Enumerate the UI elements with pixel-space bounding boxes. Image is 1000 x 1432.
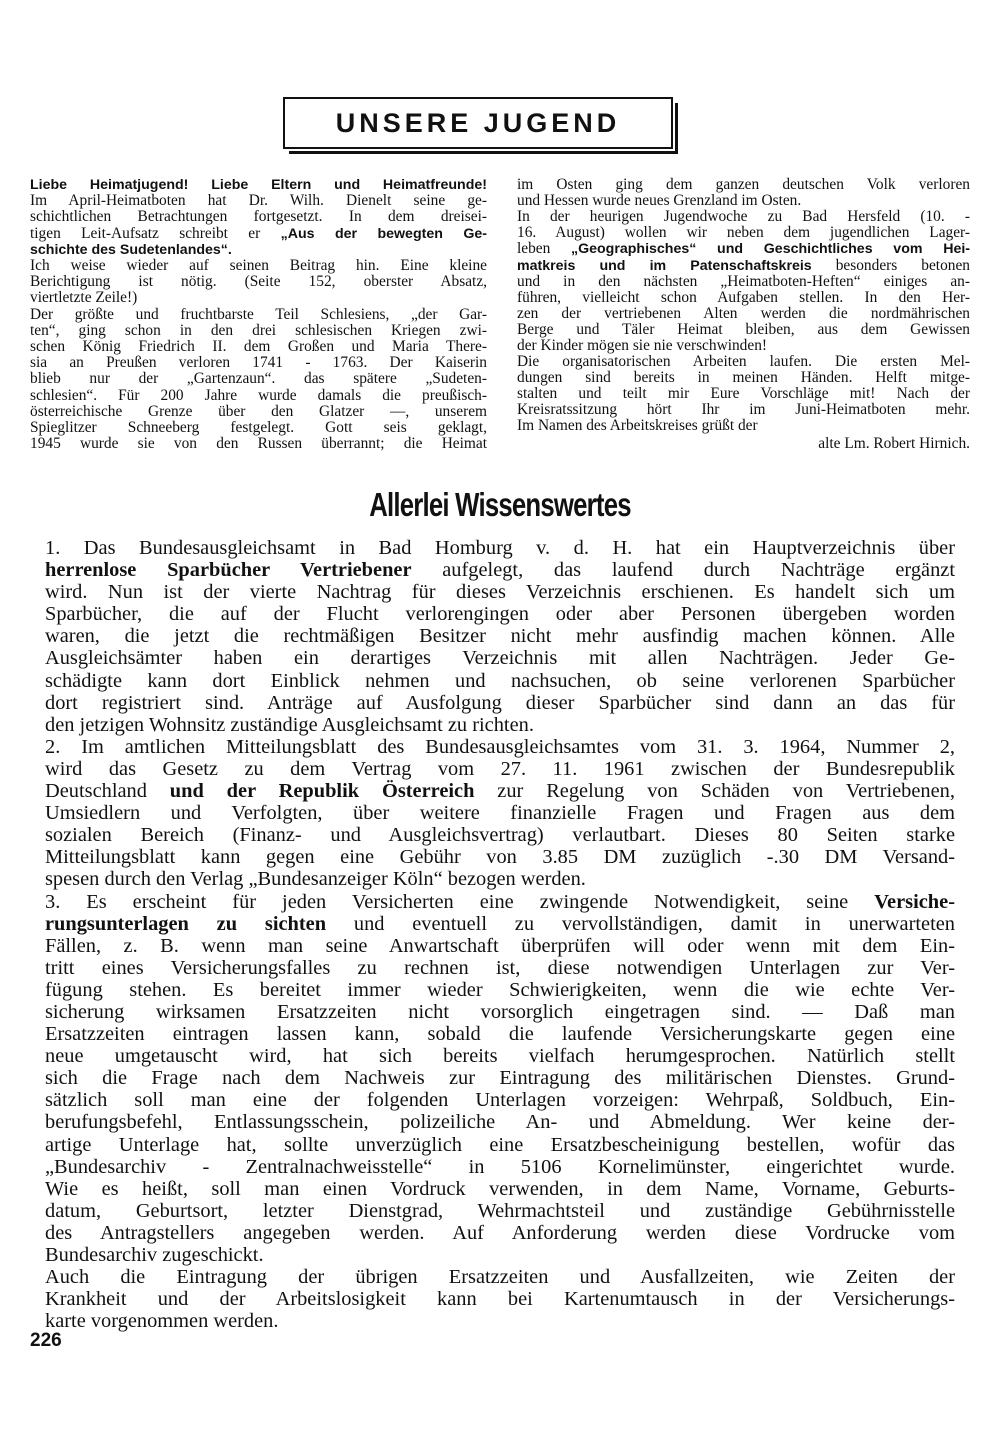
text-line [30, 242, 487, 258]
bold-text: schichte des Sudetenlandes“. [30, 241, 232, 258]
text-segment: Berge und Täler Heimat bleiben, aus dem Gewissen [517, 322, 970, 339]
text-line [45, 802, 955, 824]
text-line [517, 258, 970, 275]
text-line [517, 338, 970, 354]
bold-text: rungsunterlagen zu sichten [45, 912, 327, 935]
text-segment: sätzlich soll man eine der folgenden Unterlagen vorzeigen: Wehrpaß, Soldbuch, Ein- [45, 1089, 955, 1112]
text-line [517, 225, 970, 241]
text-segment: Ersatzzeiten eintragen lassen kann, sobald die laufende Versicherungskarte gegen eine [45, 1023, 955, 1046]
text-segment: ten“, ging schon in den drei schlesischen Kriegen zwi- [30, 322, 487, 339]
text-line [517, 370, 970, 386]
bold-text: „Aus der bewegten Ge- [280, 225, 487, 242]
text-segment: „Bundesarchiv - Zentralnachweisstelle“ in 5106 Kornelimünster, eingerichtet wurde. [45, 1155, 955, 1178]
text-line [517, 193, 970, 209]
text-segment: artige Unterlage hat, sollte unverzüglich eine Ersatzbescheinigung bestellen, wofür das [45, 1133, 955, 1156]
text-segment: Krankheit und der Arbeitslosigkeit kann bei Kartenumtausch in der Versicherungs- [45, 1288, 955, 1311]
text-segment: datum, Geburtsort, letzter Dienstgrad, Wehrmachtsteil und zuständige Gebührnisstelle [45, 1199, 955, 1222]
text-line [517, 274, 970, 290]
text-line [30, 371, 487, 387]
text-segment: dort registriert sind. Anträge auf Ausfolgung dieser Sparbücher sind dann an das für [45, 691, 955, 714]
text-line [30, 307, 487, 323]
text-line [45, 824, 955, 846]
text-segment: Berichtigung ist nötig. (Seite 152, oberster Absatz, [30, 274, 487, 291]
text-line [517, 306, 970, 322]
text-line [45, 581, 955, 603]
bold-text: „Geographisches“ und Geschichtliches vom Hei- [570, 240, 970, 257]
text-segment: Sparbücher, die auf der Flucht verlorengingen oder aber Personen übergeben worden [45, 603, 955, 626]
text-line [45, 1266, 955, 1288]
text-line [45, 1178, 955, 1200]
text-line [30, 388, 487, 404]
text-segment: und eventuell zu vervollständigen, damit in unerwarteten [326, 912, 955, 935]
text-segment: schichtlichen Betrachtungen fortgesetzt. In dem dreisei- [30, 209, 487, 226]
text-segment: Im Namen des Arbeitskreises grüßt der [517, 417, 758, 434]
text-segment: Fällen, z. B. wenn man seine Anwartschaft überprüfen will oder wenn mit dem Ein- [45, 934, 955, 957]
text-line [30, 177, 487, 193]
text-line [45, 603, 955, 625]
text-line [517, 418, 970, 434]
text-segment: Spieglitzer Schneeberg festgelegt. Gott seis geklagt, [30, 420, 487, 437]
text-segment: Wie es heißt, soll man einen Vordruck verwenden, in dem Name, Vorname, Geburts- [45, 1177, 955, 1200]
text-segment: führen, vielleicht schon Aufgaben stellen. In den Her- [517, 290, 970, 307]
text-segment: Ich weise wieder auf seinen Beitrag hin. Eine kleine [30, 258, 487, 275]
text-segment: blieb nur der „Gartenzaun“. das spätere „Sudeten- [30, 371, 487, 388]
text-segment: 1. Das Bundesausgleichsamt in Bad Homburg v. d. H. hat ein Hauptverzeichnis über [45, 537, 955, 559]
text-line [45, 979, 955, 1001]
article-body [45, 537, 955, 1332]
text-segment: im Osten ging dem ganzen deutschen Volk verloren [517, 177, 970, 193]
text-segment: zur Regelung von Schäden von Vertriebenen, [474, 780, 955, 803]
text-segment: zen der vertriebenen Alten werden die nordmährischen [517, 306, 970, 323]
text-segment: wird. Nun ist der vierte Nachtrag für dieses Verzeichnis erschienen. Es handelt sich um [45, 581, 955, 604]
page-number: 226 [30, 1330, 62, 1351]
text-line [45, 647, 955, 669]
text-line [30, 339, 487, 355]
text-segment: Bundesarchiv zugeschickt. [45, 1244, 264, 1266]
text-line [517, 241, 970, 258]
bold-text: matkreis und im Patenschaftskreis [517, 257, 812, 274]
text-segment: karte vorgenommen werden. [45, 1310, 279, 1333]
text-segment: österreichische Grenze über den Glatzer —, unserem [30, 403, 487, 420]
bold-text: und der Republik Österreich [169, 780, 475, 803]
bold-text: herrenlose Sparbücher Vertriebener [45, 559, 412, 582]
text-line [30, 355, 487, 371]
text-line [30, 274, 487, 290]
text-segment: stalten und teilt mir Eure Vorschläge mit! Nach der [517, 385, 970, 402]
text-line [517, 322, 970, 338]
text-line [45, 1244, 955, 1266]
text-line [45, 1001, 955, 1023]
text-line [30, 404, 487, 420]
text-segment: Kreisratssitzung hört Ihr im Juni-Heimatboten mehr. [517, 401, 970, 418]
text-line [30, 436, 487, 452]
text-line [517, 290, 970, 306]
text-line [45, 1045, 955, 1067]
text-line [30, 323, 487, 339]
text-line [45, 1111, 955, 1133]
text-segment: der Kinder mögen sie nie verschwinden! [517, 338, 768, 354]
text-line [517, 209, 970, 225]
text-line [45, 1288, 955, 1310]
text-line [45, 736, 955, 758]
text-segment: sozialen Bereich (Finanz- und Ausgleichsvertrag) verlautbart. Dieses 80 Seiten starke [45, 824, 955, 847]
text-segment: spesen durch den Verlag „Bundesanzeiger Köln“ bezogen werden. [45, 868, 586, 891]
text-segment: sicherung wirksamen Ersatzzeiten nicht vorsorglich eingetragen sind. — Daß man [45, 1000, 955, 1023]
text-segment: schlesien“. Für 200 Jahre wurde damals die preußisch- [30, 387, 487, 404]
text-line [45, 625, 955, 647]
text-line [45, 1089, 955, 1111]
text-segment: neue umgetauscht wird, hat sich bereits vielfach herumgesprochen. Natürlich stellt [45, 1045, 955, 1068]
text-line [45, 957, 955, 979]
text-segment: Auch die Eintragung der übrigen Ersatzzeiten und Ausfallzeiten, wie Zeiten der [45, 1266, 955, 1289]
text-segment: alte Lm. Robert Hirnich. [818, 435, 970, 452]
text-line [45, 1023, 955, 1045]
text-segment: Der größte und fruchtbarste Teil Schlesiens, „der Gar- [30, 306, 487, 323]
text-segment: fügung stehen. Es bereitet immer wieder Schwierigkeiten, wenn die wie echte Ver- [45, 978, 955, 1001]
article-heading: Allerlei Wissenswertes [369, 486, 631, 523]
text-segment: waren, die jetzt die rechtmäßigen Besitzer nicht mehr ausfindig machen können. Alle [45, 625, 955, 648]
bold-text: Liebe Heimatjugend! Liebe Eltern und Heimatfreunde! [30, 177, 487, 193]
text-segment: Ausgleichsämter haben ein derartiges Verzeichnis mit allen Nachträgen. Jeder Ge- [45, 647, 955, 670]
text-line [45, 559, 955, 581]
text-segment: berufungsbefehl, Entlassungsschein, polizeiliche An- und Abmeldung. Wer keine der- [45, 1111, 955, 1134]
left-column [30, 177, 487, 452]
section-title-box [283, 97, 673, 149]
text-line [45, 913, 955, 935]
text-segment: 16. August) wollen wir neben dem jugendlichen Lager- [517, 224, 970, 241]
text-line [30, 420, 487, 436]
text-segment: den jetzigen Wohnsitz zuständige Ausgleichsamt zu richten. [45, 713, 534, 736]
text-segment: Mitteilungsblatt kann gegen eine Gebühr von 3.85 DM zuzüglich -.30 DM Versand- [45, 846, 955, 869]
text-line [517, 354, 970, 370]
text-segment: schädigte kann dort Einblick nehmen und nachsuchen, ob seine verlorenen Sparbücher [45, 669, 955, 692]
text-line [45, 868, 955, 890]
text-line [30, 209, 487, 225]
text-segment: 2. Im amtlichen Mitteilungsblatt des Bundesausgleichsamtes vom 31. 3. 1964, Nummer 2, [45, 735, 955, 758]
text-segment: Deutschland [45, 780, 170, 803]
text-line [517, 386, 970, 402]
text-segment: Die organisatorischen Arbeiten laufen. Die ersten Mel- [517, 353, 970, 370]
text-segment: sich die Frage nach dem Nachweis zur Eintragung des militärischen Dienstes. Grund- [45, 1067, 955, 1090]
text-segment: Umsiedlern und Verfolgten, über weitere finanzielle Fragen und Fragen aus dem [45, 802, 955, 825]
signature-line [517, 436, 970, 452]
text-line [45, 846, 955, 868]
bold-text: Versiche- [874, 890, 955, 913]
text-segment: des Antragstellers angegeben werden. Auf Anforderung werden diese Vordrucke vom [45, 1221, 955, 1244]
text-line [30, 226, 487, 242]
text-line [45, 714, 955, 736]
text-segment: schen König Friedrich II. dem Großen und Maria There- [30, 339, 487, 356]
text-line [45, 758, 955, 780]
text-segment: sia an Preußen verloren 1741 - 1763. Der Kaiserin [30, 355, 487, 372]
text-segment: 3. Es erscheint für jeden Versicherten eine zwingende Notwendigkeit, seine [45, 890, 875, 913]
text-line [45, 537, 955, 559]
text-line [517, 177, 970, 193]
text-line [45, 935, 955, 957]
text-line [45, 1222, 955, 1244]
text-line [517, 402, 970, 418]
text-segment: aufgelegt, das laufend durch Nachträge ergänzt [411, 559, 955, 582]
text-line [30, 193, 487, 209]
text-line [45, 891, 955, 913]
text-segment: und Hessen wurde neues Grenzland im Osten. [517, 192, 802, 209]
text-line [45, 1134, 955, 1156]
text-line [45, 1067, 955, 1089]
text-segment: In der heurigen Jugendwoche zu Bad Hersfeld (10. - [517, 208, 970, 225]
text-segment: und in den nächsten „Heimatboten-Heften“ einiges an- [517, 274, 970, 291]
text-line [45, 1200, 955, 1222]
text-segment: dungen sind bereits in meinen Händen. Helft mitge- [517, 369, 970, 386]
text-segment: tritt eines Versicherungsfalles zu rechnen ist, diese notwendigen Unterlagen zur Ver- [45, 956, 955, 979]
text-line [45, 780, 955, 802]
text-segment: wird das Gesetz zu dem Vertrag vom 27. 11. 1961 zwischen der Bundesrepublik [45, 757, 955, 780]
text-segment: 1945 wurde sie von den Russen überrannt; die Heimat [30, 436, 487, 453]
text-segment: tigen Leit-Aufsatz schreibt er [30, 225, 281, 242]
text-segment: viertletzte Zeile!) [30, 290, 138, 307]
text-segment: besonders betonen [811, 257, 970, 274]
text-line [45, 692, 955, 714]
text-line [45, 1310, 955, 1332]
text-line [45, 1156, 955, 1178]
right-column [517, 177, 970, 451]
text-line [30, 290, 487, 306]
section-title: UNSERE JUGEND [335, 107, 621, 138]
text-segment: Im April-Heimatboten hat Dr. Wilh. Dienelt seine ge- [30, 193, 487, 210]
text-segment: leben [517, 240, 571, 257]
text-line [45, 670, 955, 692]
text-line [30, 258, 487, 274]
